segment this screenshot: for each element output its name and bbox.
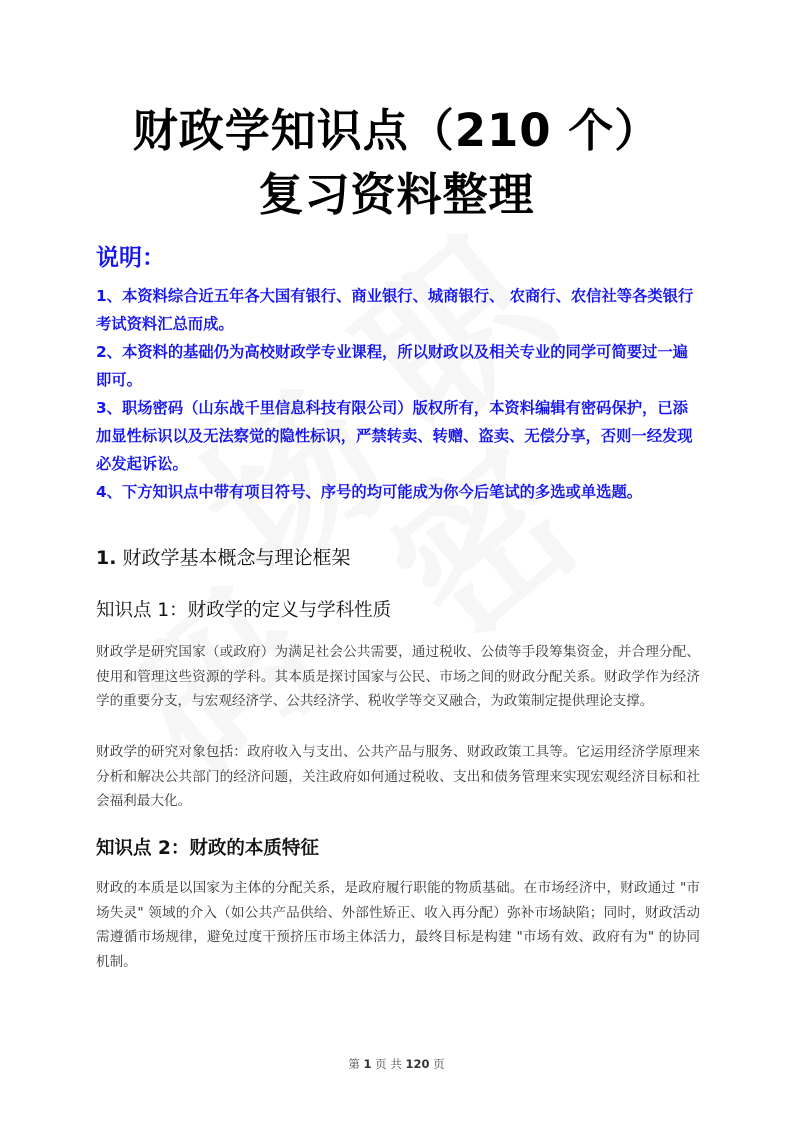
knowledge-point-title: 财政学的定义与学科性质 xyxy=(187,600,392,621)
section-number: 1. xyxy=(96,547,117,569)
knowledge-point-label: 知识点 1： xyxy=(96,600,188,621)
paragraph: 财政学的研究对象包括：政府收入与支出、公共产品与服务、财政政策工具等。它运用经济学原理来分析和解决公共部门的经济问题，关注政府如何通过税收、支出和债务管理来实现宏观经济目标和社会福利最大化。 xyxy=(96,744,700,809)
knowledge-point-label: 知识点 2： xyxy=(96,838,190,859)
footer-mid: 页 共 xyxy=(375,1057,402,1071)
current-page-number: 1 xyxy=(363,1057,372,1071)
footer-prefix: 第 xyxy=(348,1057,360,1071)
section-heading xyxy=(96,549,351,568)
note-item: 4、下方知识点中带有项目符号、序号的均可能成为你今后笔试的多选或单选题。 xyxy=(96,483,643,501)
knowledge-point-heading xyxy=(96,602,391,621)
section-title: 财政学基本概念与理论框架 xyxy=(122,547,351,569)
notes-heading: 说明： xyxy=(96,245,165,271)
total-pages-number: 120 xyxy=(405,1057,430,1071)
footer-suffix: 页 xyxy=(433,1057,445,1071)
knowledge-point-heading xyxy=(96,840,319,859)
paragraph: 财政的本质是以国家为主体的分配关系，是政府履行职能的物质基础。在市场经济中，财政通过 "市场失灵" 领域的介入（如公共产品供给、外部性矫正、收入再分配）弥补市场缺陷；同时，财政活动需遵循市场规律，避免过度干预挤压市场主体活力，最终目标是构建 "市场有效、政府有为" 的协同机制。 xyxy=(96,880,700,970)
paragraph: 财政学是研究国家（或政府）为满足社会公共需要，通过税收、公债等手段筹集资金，并合理分配、使用和管理这些资源的学科。其本质是探讨国家与公民、市场之间的财政分配关系。财政学作为经济学的重要分支，与宏观经济学、公共经济学、税收学等交叉融合，为政策制定提供理论支撑。 xyxy=(96,644,700,709)
knowledge-point-title: 财政的本质特征 xyxy=(189,838,319,859)
note-item: 1、本资料综合近五年各大国有银行、商业银行、城商银行、 农商行、农信社等各类银行考试资料汇总而成。 xyxy=(96,287,694,333)
document-title-line1: 财政学知识点（210 个） xyxy=(132,104,661,157)
note-item: 2、本资料的基础仍为高校财政学专业课程，所以财政以及相关专业的同学可简要过一遍即可。 xyxy=(96,343,688,389)
notes-list xyxy=(96,282,702,506)
note-item: 3、职场密码（山东战千里信息科技有限公司）版权所有，本资料编辑有密码保护，已添加显性标识以及无法察觉的隐性标识，严禁转卖、转赠、盗卖、无偿分享，否则一经发现必发起诉讼。 xyxy=(96,399,693,473)
page-footer xyxy=(0,1059,793,1071)
document-title-line2: 复习资料整理 xyxy=(258,168,535,221)
